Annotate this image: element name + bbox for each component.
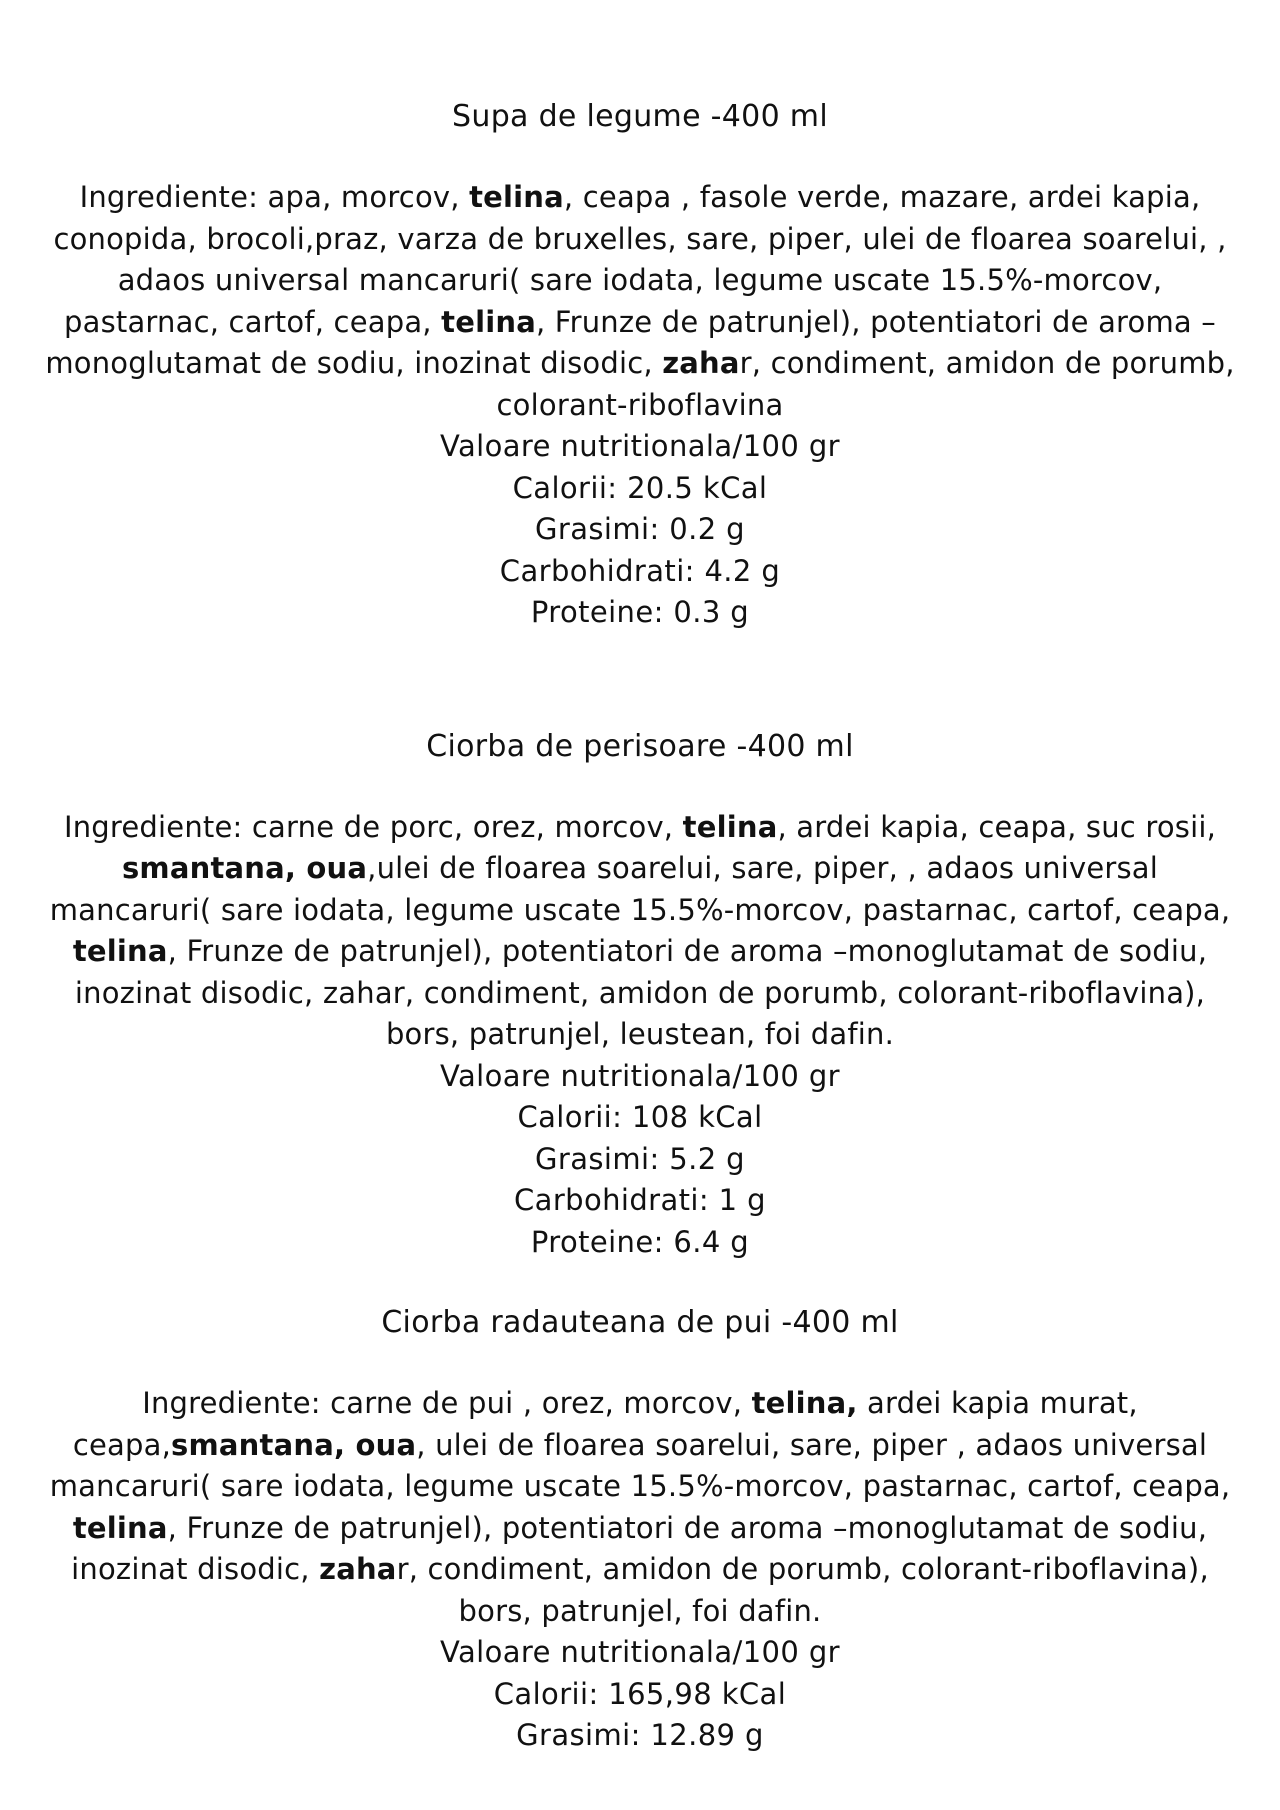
ingredients-segment: Ingrediente: carne de porc, orez, morcov, <box>63 809 683 844</box>
nutrition-fat: Grasimi: 0.2 g <box>535 512 745 546</box>
nutrition-fat: Grasimi: 12.89 g <box>516 1718 764 1752</box>
ingredients-text <box>44 807 1236 1056</box>
recipe-section <box>44 96 1236 634</box>
nutrition-list <box>44 1632 1236 1757</box>
nutrition-header: Valoare nutritionala/100 gr <box>439 1635 840 1669</box>
recipe-section <box>44 1302 1236 1757</box>
nutrition-fat: Grasimi: 5.2 g <box>535 1141 745 1176</box>
ingredients-segment: Ingrediente: carne de pui , orez, morcov, <box>142 1386 752 1420</box>
ingredients-segment: Ingrediente: apa, morcov, <box>79 180 470 214</box>
ingredients-segment: r, condiment, amidon de porumb, colorant-riboflavina <box>496 346 1235 422</box>
nutrition-protein: Proteine: 6.4 g <box>530 1224 750 1259</box>
nutrition-calories: Calorii: 20.5 kCal <box>512 470 768 505</box>
ingredients-segment: , ulei de floarea soarelui, sare, piper , adaos universal mancaruri( sare iodata, legume uscate 15.5%-morcov, pastarnac, cartof, ceapa, <box>49 1427 1231 1503</box>
nutrition-calories: Calorii: 165,98 kCal <box>493 1676 787 1711</box>
allergen-highlight: smantana, oua <box>121 851 368 885</box>
allergen-highlight: telina <box>441 304 536 339</box>
ingredients-segment: , Frunze de patrunjel), potentiatori de aroma –monoglutamat de sodiu, inozinat disodic, <box>71 1510 1208 1586</box>
nutrition-list <box>44 1056 1236 1264</box>
ingredients-segment: r, condiment, amidon de porumb, colorant-riboflavina), bors, patrunjel, foi dafin. <box>396 1552 1209 1628</box>
ingredients-segment: ardei kapia murat, ceapa, <box>72 1386 1138 1462</box>
ingredients-text <box>44 177 1236 426</box>
ingredients-segment: ,ulei de floarea soarelui, sare, piper, , adaos universal mancaruri( sare iodata, legume uscate 15.5%-morcov, pastarnac, cartof, ceapa, <box>49 851 1231 927</box>
allergen-highlight: zaha <box>662 346 740 380</box>
allergen-highlight: telina <box>682 809 778 844</box>
allergen-highlight: telina <box>72 934 168 968</box>
ingredients-text <box>44 1383 1236 1632</box>
nutrition-calories: Calorii: 108 kCal <box>517 1100 763 1134</box>
ingredients-segment: , Frunze de patrunjel), potentiatori de aroma –monoglutamat de sodiu, inozinat disodic, <box>45 304 1217 380</box>
allergen-highlight: telina <box>72 1510 168 1545</box>
allergen-highlight: zaha <box>319 1552 397 1586</box>
recipe-title: Ciorba de perisoare -400 ml <box>426 728 854 764</box>
nutrition-carbs: Carbohidrati: 4.2 g <box>499 553 781 588</box>
ingredients-segment: , Frunze de patrunjel), potentiatori de aroma –monoglutamat de sodiu, inozinat disodic, zahar, condiment, amidon de porumb, colorant-riboflavina), bors, patrunjel, leustean, foi dafin. <box>74 934 1208 1051</box>
allergen-highlight: smantana, oua <box>171 1427 417 1462</box>
nutrition-header: Valoare nutritionala/100 gr <box>439 429 840 463</box>
recipe-title: Supa de legume -400 ml <box>452 99 828 134</box>
recipe-title: Ciorba radauteana de pui -400 ml <box>381 1305 899 1340</box>
allergen-highlight: telina, <box>751 1386 858 1420</box>
ingredients-segment: , ceapa , fasole verde, mazare, ardei kapia, conopida, brocoli,praz, varza de bruxelles, sare, piper, ulei de floarea soarelui, , adaos universal mancaruri( sare iodata, legume uscate 15.5%-morcov, pastarnac, cartof, ceapa, <box>53 180 1227 339</box>
nutrition-carbs: Carbohidrati: 1 g <box>514 1183 766 1217</box>
nutrition-list <box>44 426 1236 634</box>
allergen-highlight: telina <box>469 180 564 214</box>
recipe-section <box>44 726 1236 1264</box>
nutrition-protein: Proteine: 0.3 g <box>530 595 750 629</box>
nutrition-header: Valoare nutritionala/100 gr <box>439 1058 840 1093</box>
ingredients-segment: , ardei kapia, ceapa, suc rosii, <box>777 809 1217 844</box>
